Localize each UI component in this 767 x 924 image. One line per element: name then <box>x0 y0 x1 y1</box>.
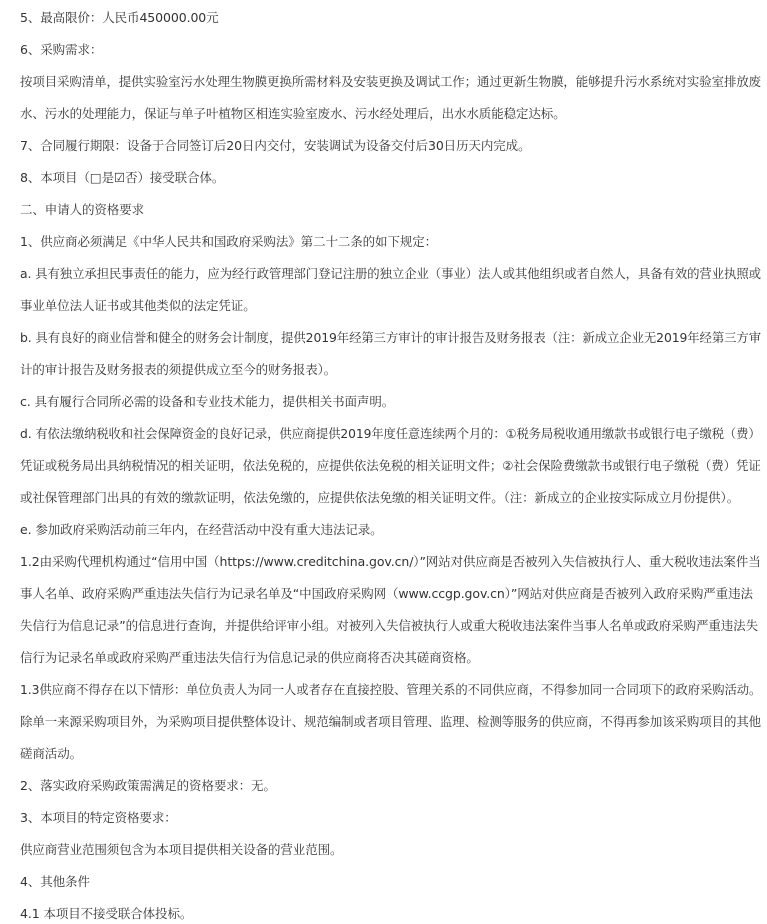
item-d-line-1: d. 有依法缴纳税收和社会保障资金的良好记录，供应商提供2019年度任意连续两个月的：①税务局税收通用缴款书或银行电子缴税（费） <box>20 426 761 441</box>
max-price-line: 5、最高限价：人民币450000.00元 <box>20 10 219 25</box>
item-1-3-line-2: 除单一来源采购项目外，为采购项目提供整体设计、规范编制或者项目管理、监理、检测等服务的供应商，不得再参加该采购项目的其他 <box>20 714 762 729</box>
item-a-line-2: 事业单位法人证书或其他类似的法定凭证。 <box>20 298 256 313</box>
item-1-2-line-4: 信行为记录名单或政府采购严重违法失信行为信息记录的供应商将否决其磋商资格。 <box>20 650 479 665</box>
item-a-line-1: a. 具有独立承担民事责任的能力，应为经行政管理部门登记注册的独立企业（事业）法人或其他组织或者自然人，具备有效的营业执照或 <box>20 266 761 281</box>
item-1-2-line-2: 事人名单、政府采购严重违法失信行为记录名单及“中国政府采购网（www.ccgp.gov.cn）”网站对供应商是否被列入政府采购严重违法 <box>20 586 753 601</box>
item-b-line-1: b. 具有良好的商业信誉和健全的财务会计制度，提供2019年经第三方审计的审计报告及财务报表（注：新成立企业无2019年经第三方审 <box>20 330 761 345</box>
item-d-line-2: 凭证或税务局出具纳税情况的相关证明，依法免税的，应提供依法免税的相关证明文件；②社会保险费缴款书或银行电子缴税（费）凭证 <box>20 458 761 473</box>
policy-requirement-line: 2、落实政府采购政策需满足的资格要求：无。 <box>20 778 276 793</box>
procurement-needs-text-1: 按项目采购清单，提供实验室污水处理生物膜更换所需材料及安装更换及调试工作；通过更新生物膜，能够提升污水系统对实验室排放废 <box>20 74 762 89</box>
item-c-line: c. 具有履行合同所必需的设备和专业技术能力，提供相关书面声明。 <box>20 394 395 409</box>
item-1-3-line-1: 1.3供应商不得存在以下情形：单位负责人为同一人或者存在直接控股、管理关系的不同供应商，不得参加同一合同项下的政府采购活动。 <box>20 682 762 697</box>
item-b-line-2: 计的审计报告及财务报表的须提供成立至今的财务报表）。 <box>20 362 337 377</box>
item-1-2-line-3: 失信行为信息记录”的信息进行查询，并提供给评审小组。对被列入失信被执行人或重大税收违法案件当事人名单或政府采购严重违法失 <box>20 618 758 633</box>
other-conditions-item-1: 4.1 本项目不接受联合体投标。 <box>20 906 193 921</box>
consortium-line: 8、本项目（□是☑否）接受联合体。 <box>20 170 225 185</box>
contract-period-line: 7、合同履行期限：设备于合同签订后20日内交付，安装调试为设备交付后30日历天内完成。 <box>20 138 531 153</box>
other-conditions-heading: 4、其他条件 <box>20 874 90 889</box>
procurement-needs-text-2: 水、污水的处理能力，保证与单子叶植物区相连实验室废水、污水经处理后，出水水质能稳定达标。 <box>20 106 566 121</box>
item-d-line-3: 或社保管理部门出具的有效的缴款证明，依法免缴的，应提供依法免缴的相关证明文件。（注：新成立的企业按实际成立月份提供）。 <box>20 490 740 505</box>
item-e-line: e. 参加政府采购活动前三年内，在经营活动中没有重大违法记录。 <box>20 522 383 537</box>
qualification-item-1: 1、供应商必须满足《中华人民共和国政府采购法》第二十二条的如下规定： <box>20 234 438 249</box>
item-1-2-line-1: 1.2由采购代理机构通过“信用中国（https://www.creditchina.gov.cn/）”网站对供应商是否被列入失信被执行人、重大税收违法案件当 <box>20 554 761 569</box>
specific-qualification-heading: 3、本项目的特定资格要求： <box>20 810 177 825</box>
specific-qualification-text: 供应商营业范围须包含为本项目提供相关设备的营业范围。 <box>20 842 343 857</box>
item-1-3-line-3: 磋商活动。 <box>20 746 83 761</box>
procurement-needs-heading: 6、采购需求： <box>20 42 103 57</box>
qualification-heading: 二、申请人的资格要求 <box>20 202 145 217</box>
